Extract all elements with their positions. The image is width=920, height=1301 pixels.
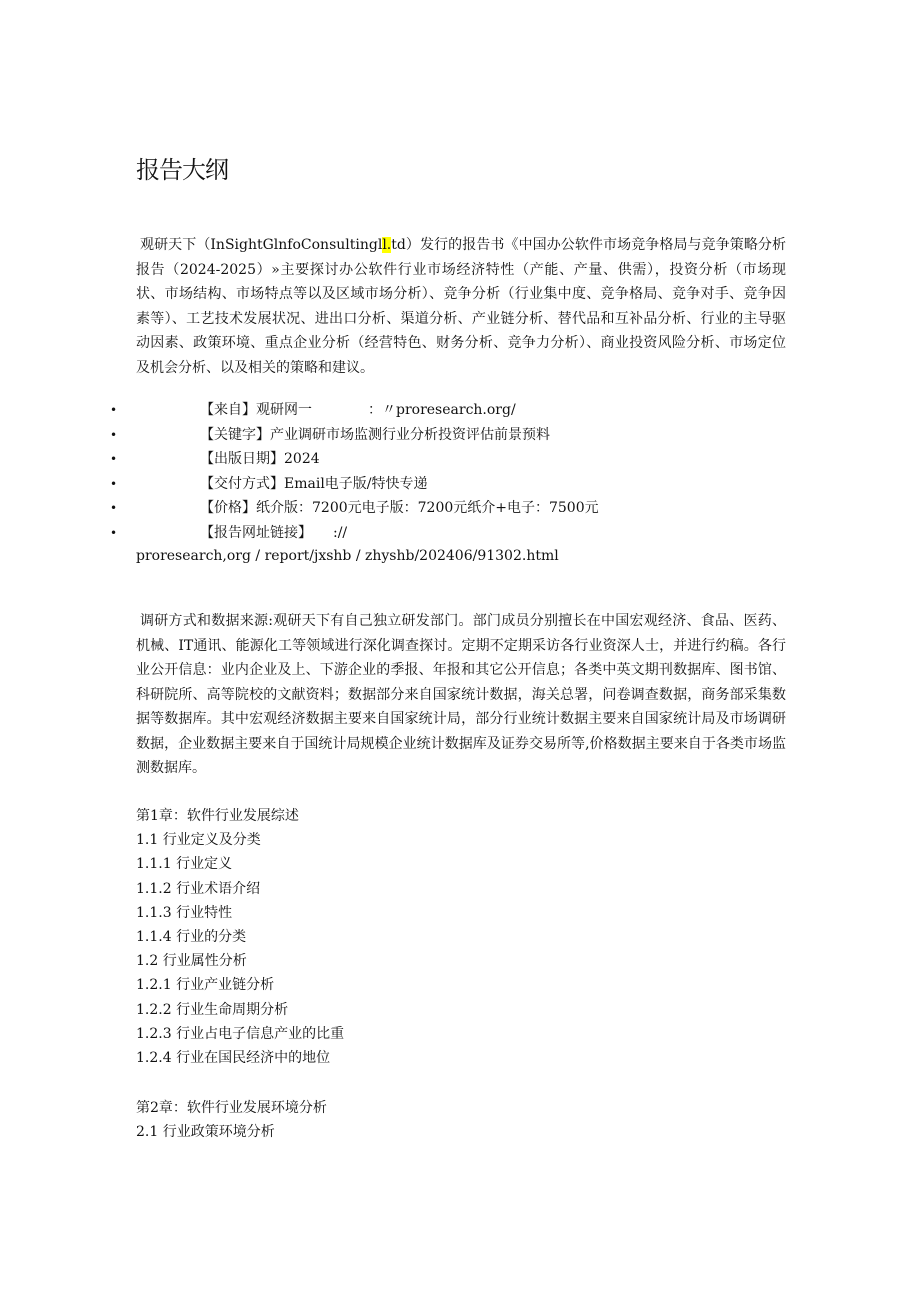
meta-item-link [0, 521, 920, 546]
intro-paragraph [136, 233, 786, 380]
intro-text-start: 观研天下（InSightGlnfoConsultingl [140, 237, 383, 253]
meta-keywords-text: 【关键字】产业调研市场监测行业分析投资评估前景预料 [200, 426, 550, 443]
meta-item-delivery [0, 472, 920, 497]
meta-item-price [0, 496, 920, 521]
meta-item-keywords [0, 423, 920, 448]
bullet-icon: • [110, 525, 118, 540]
bullet-icon: • [110, 476, 118, 491]
toc-chapter-heading: 第1章：软件行业发展综述 [136, 808, 299, 824]
toc-subsection: 1.2.1 行业产业链分析 [136, 977, 275, 994]
toc-chapter-heading: 第2章：软件行业发展环境分析 [136, 1100, 327, 1116]
meta-item-date [0, 447, 920, 472]
toc-subsection: 1.1.3 行业特性 [136, 904, 233, 921]
meta-date-text: 【出版日期】2024 [200, 451, 320, 467]
toc-subsection: 1.1.1 行业定义 [136, 856, 233, 873]
toc-section: 1.2 行业属性分析 [136, 953, 247, 970]
toc-chapter-1 [136, 804, 344, 1070]
toc-subsection: 1.1.2 行业术语介绍 [136, 880, 261, 897]
research-method-paragraph: 调研方式和数据来源:观研天下有自己独立研发部门。部门成员分别擅长在中国宏观经济、食品、医药、机械、IT通讯、能源化工等领域进行深化调查探讨。定期不定期采访各行业资深人士，并进行约稿。各行业公开信息：业内企业及上、下游企业的季报、年报和其它公开信息；各类中英文期刊数据库、图书馆、科研院所、高等院校的文献资料；数据部分来自国家统计数据，海关总署，问卷调查数据，商务部采集数据等数据库。其中宏观经济数据主要来自国家统计局，部分行业统计数据主要来自国家统计局及市场调研数据，企业数据主要来自于国统计局规模企业统计数据库及证券交易所等,价格数据主要来自于各类市场监测数据库。 [136, 613, 786, 776]
highlighted-text: l. [382, 237, 392, 253]
bullet-icon: • [110, 403, 118, 417]
toc-section: 1.1 行业定义及分类 [136, 832, 261, 849]
toc-subsection: 1.2.4 行业在国民经济中的地位 [136, 1049, 331, 1066]
meta-source-text: 【来自】观研网一 ：〃proresearch.org/ [200, 402, 516, 418]
report-url-link[interactable]: proresearch,org / report/jxshb / zhyshb/202406/91302.html [136, 548, 559, 564]
toc-chapter-2 [136, 1096, 327, 1144]
meta-price-text: 【价格】纸介版：7200元电子版：7200元纸介+电子：7500元 [200, 500, 599, 516]
toc-subsection: 1.1.4 行业的分类 [136, 928, 247, 945]
page-title: 报告大纲 [136, 156, 228, 184]
meta-delivery-text: 【交付方式】Email电子版/特快专递 [200, 475, 428, 492]
report-meta-list [0, 398, 920, 545]
toc-subsection: 1.2.3 行业占电子信息产业的比重 [136, 1025, 345, 1042]
bullet-icon: • [110, 501, 118, 515]
toc-section: 2.1 行业政策环境分析 [136, 1124, 275, 1141]
bullet-icon: • [110, 427, 118, 442]
intro-text-rest: td）发行的报告书《中国办公软件市场竞争格局与竞争策略分析报告（2024-2025）»主要探讨办公软件行业市场经济特性（产能、产量、供需），投资分析（市场现状、市场结构、市场特点等以及区域市场分析）、竞争分析（行业集中度、竞争格局、竞争对手、竞争因素等）、工艺技术发展状况、进出口分析、渠道分析、产业链分析、替代品和互补品分析、行业的主导驱动因素、政策环境、重点企业分析（经营特色、财务分析、竞争力分析）、商业投资风险分析、市场定位及机会分析、以及相关的策略和建议。 [136, 237, 786, 376]
toc-subsection: 1.2.2 行业生命周期分析 [136, 1001, 289, 1018]
bullet-icon: • [110, 452, 118, 466]
meta-link-text[interactable]: 【报告网址链接】 :// [200, 524, 348, 541]
meta-item-source [0, 398, 920, 423]
